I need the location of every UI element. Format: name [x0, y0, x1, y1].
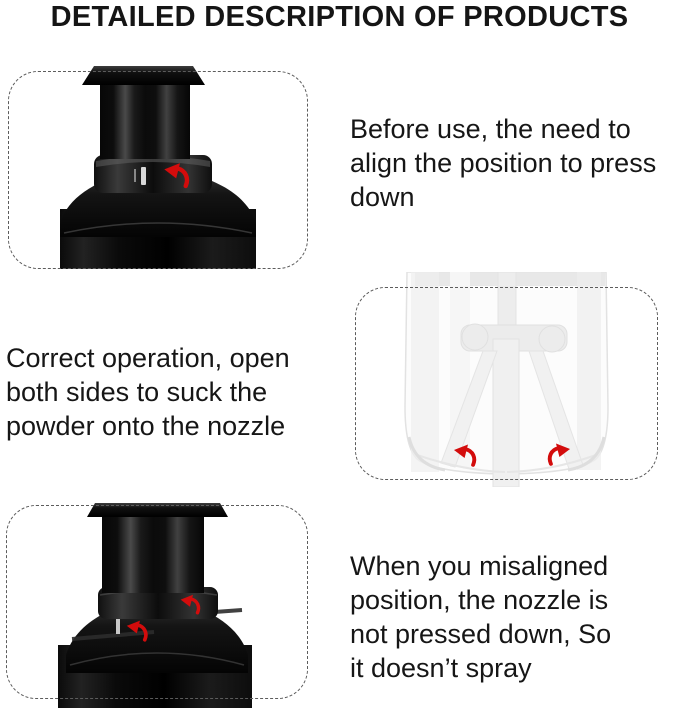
caption-line: powder onto the nozzle	[6, 411, 286, 441]
dip-tube	[493, 339, 519, 487]
caption-line: align the position to press	[350, 148, 657, 178]
alignment-notch	[116, 619, 120, 634]
alignment-notch	[141, 167, 146, 185]
caption-line: it doesn’t spray	[350, 653, 532, 683]
caption-line: When you misaligned	[350, 551, 609, 581]
caption-line: position, the nozzle is	[350, 585, 609, 615]
pump-aligned-photo	[8, 71, 308, 269]
pump-mechanism	[539, 326, 565, 352]
pump-cylinder	[100, 83, 190, 159]
pump-mechanism	[462, 324, 488, 350]
bottle-shading	[411, 272, 439, 472]
caption-line: down	[350, 182, 415, 212]
page-title: DETAILED DESCRIPTION OF PRODUCTS	[50, 1, 629, 33]
pump-flange	[87, 503, 228, 517]
caption-line: not pressed down, So	[350, 619, 612, 649]
caption-line: Before use, the need to	[350, 114, 631, 144]
pump-misaligned-photo	[6, 505, 308, 699]
pump-stem	[498, 272, 516, 329]
bottle-shading	[577, 272, 601, 470]
pump-cylinder	[102, 513, 204, 593]
step2-caption	[6, 341, 340, 443]
pump-aligned-illustration	[8, 65, 308, 271]
caption-line: Correct operation, open	[6, 343, 290, 373]
bottle-interior-photo	[355, 287, 658, 480]
bottle-illustration	[355, 272, 658, 487]
pump-misaligned-illustration	[6, 501, 308, 708]
step3-caption	[350, 549, 679, 685]
alignment-notch	[134, 169, 136, 182]
caption-line: both sides to suck the	[6, 377, 268, 407]
pump-flange	[82, 66, 205, 85]
step1-caption	[350, 112, 679, 214]
